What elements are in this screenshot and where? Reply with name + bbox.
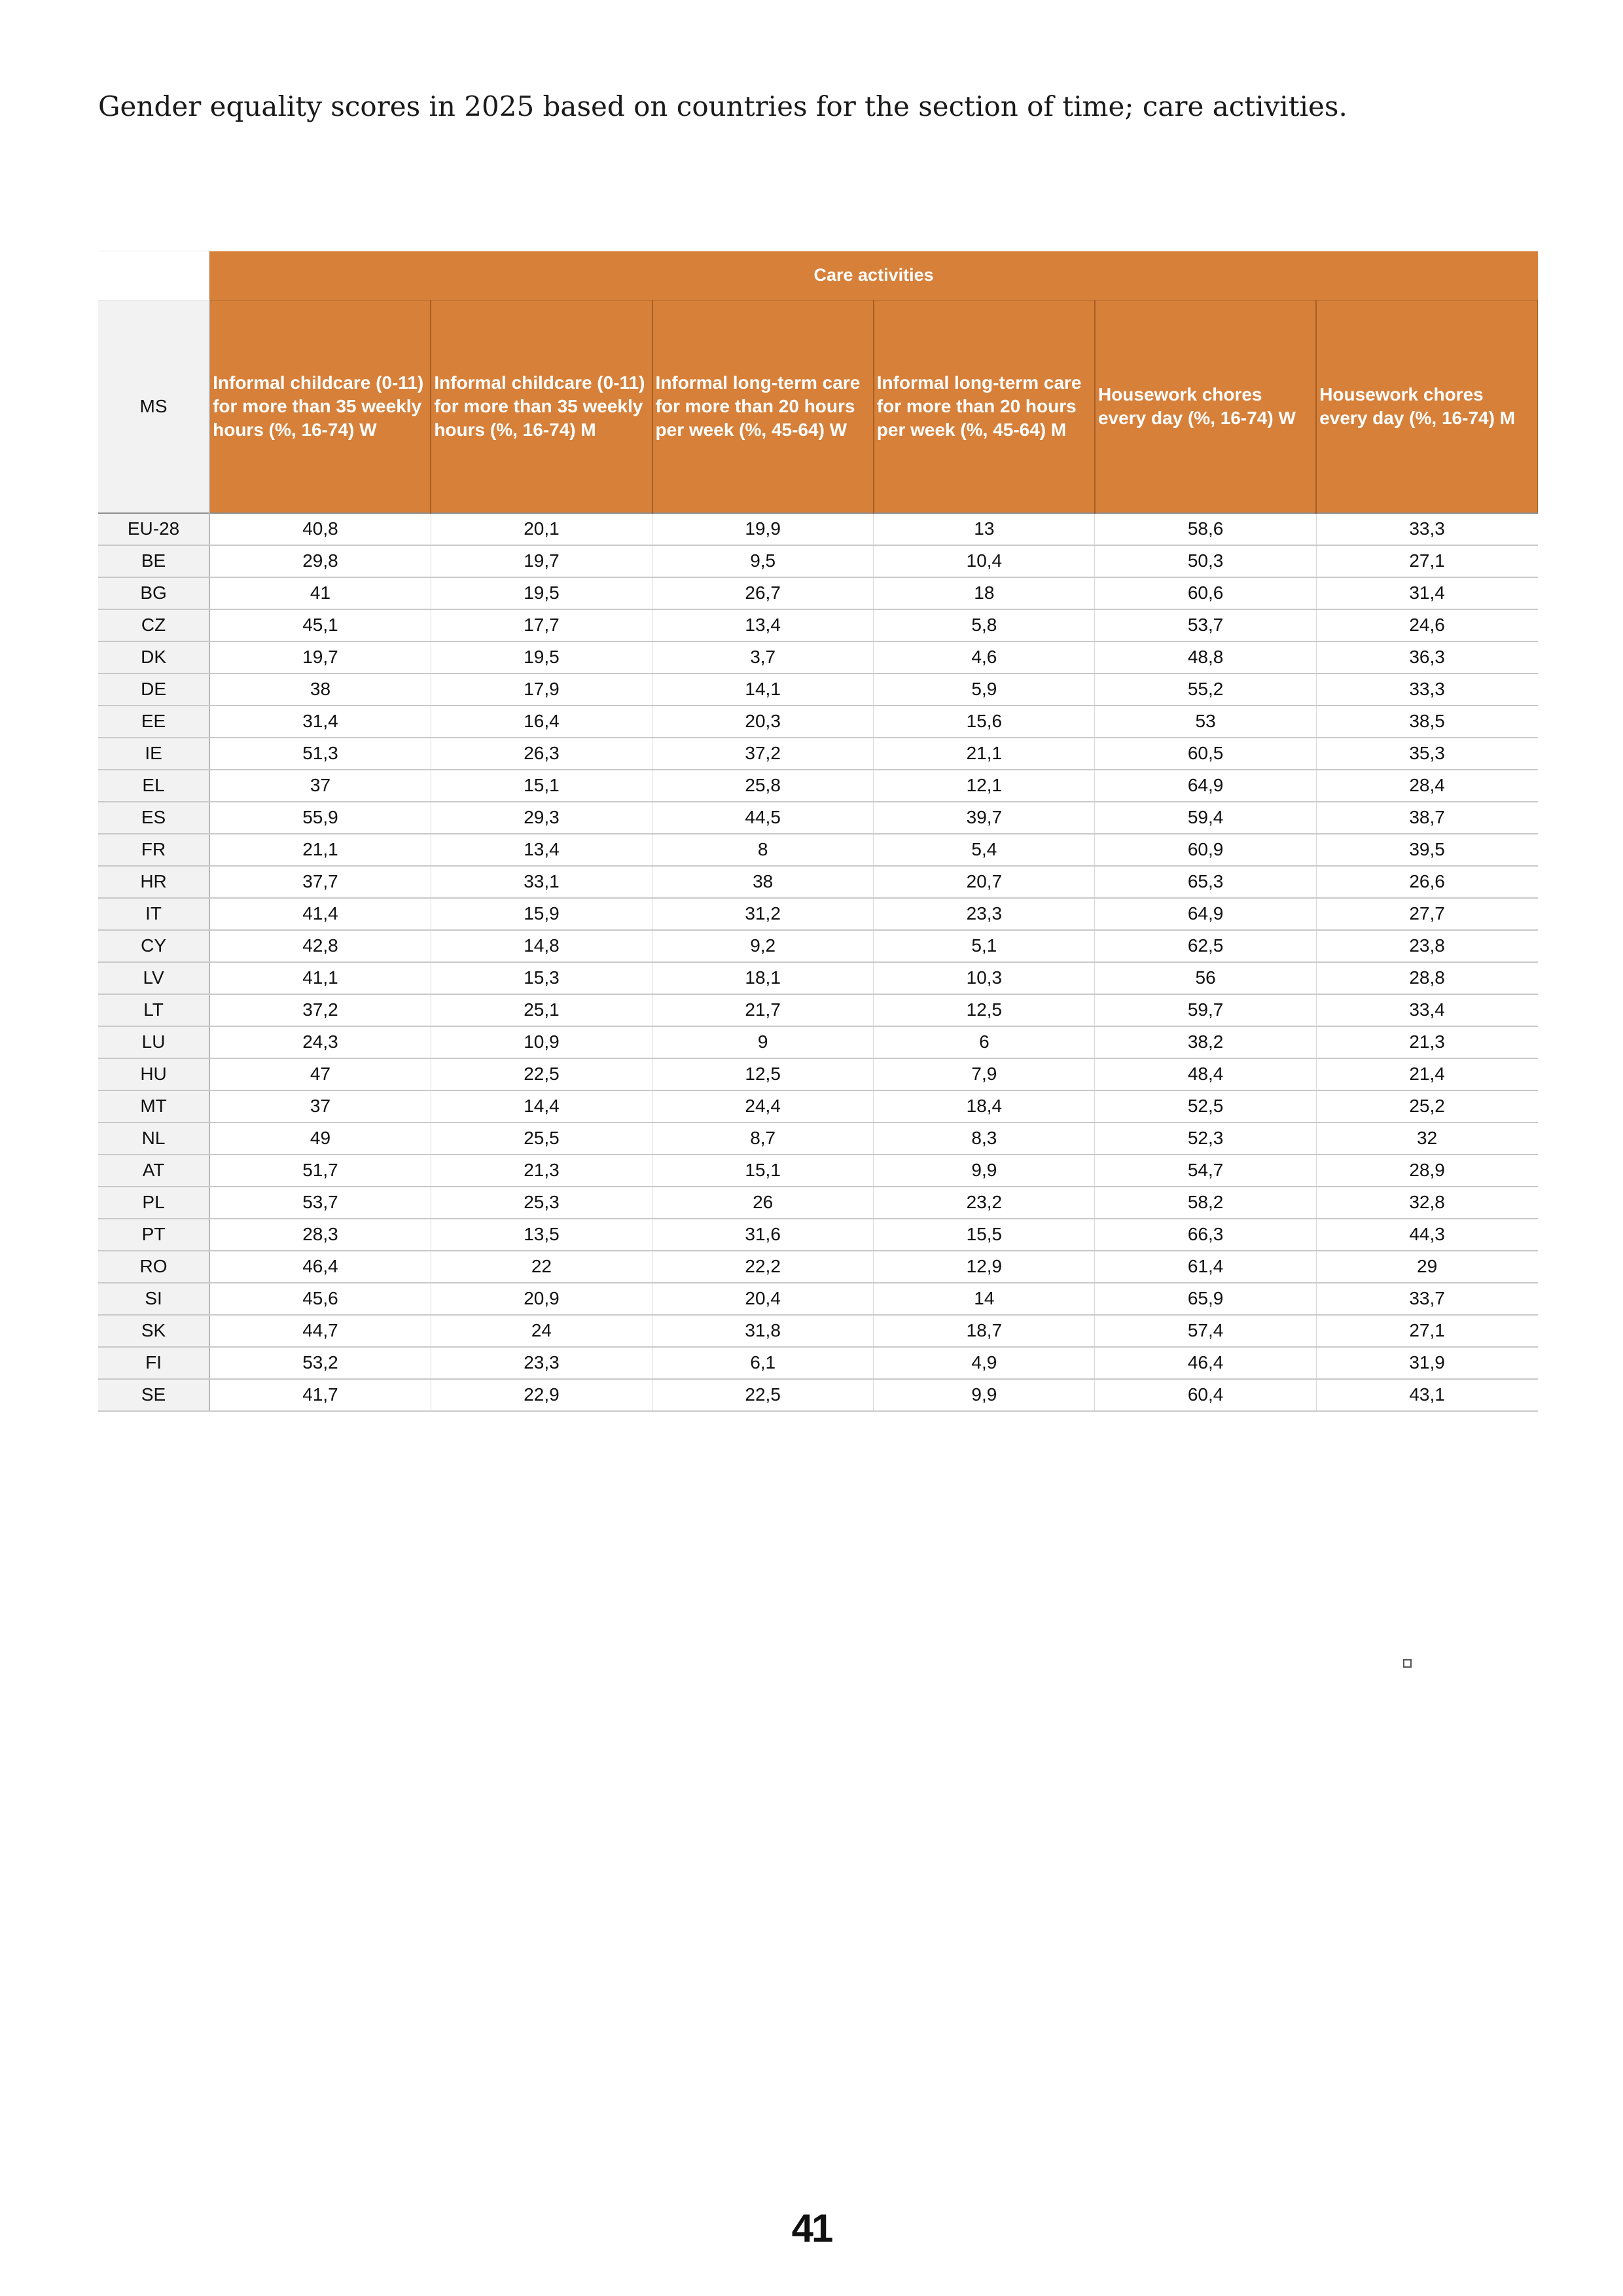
table-row <box>98 1219 1538 1251</box>
value-cell: 31,4 <box>209 706 431 738</box>
value-cell: 16,4 <box>431 706 652 738</box>
ms-cell: SE <box>98 1379 209 1411</box>
value-cell: 3,7 <box>652 641 874 673</box>
value-cell: 37,7 <box>209 866 431 898</box>
table-caption: Gender equality scores in 2025 based on countries for the section of time; care activities. <box>98 90 1347 122</box>
value-cell: 65,3 <box>1095 866 1316 898</box>
value-cell: 38,7 <box>1316 802 1537 834</box>
value-cell: 36,3 <box>1316 641 1537 673</box>
value-cell: 62,5 <box>1095 930 1316 962</box>
value-cell: 31,4 <box>1316 577 1537 609</box>
table-row <box>98 930 1538 962</box>
ms-cell: CZ <box>98 609 209 641</box>
ms-cell: BE <box>98 545 209 577</box>
value-cell: 57,4 <box>1095 1315 1316 1347</box>
table-row <box>98 1283 1538 1315</box>
value-cell: 29,8 <box>209 545 431 577</box>
value-cell: 42,8 <box>209 930 431 962</box>
value-cell: 33,3 <box>1316 673 1537 706</box>
value-cell: 65,9 <box>1095 1283 1316 1315</box>
column-header-longterm-care-men: Informal long-term care for more than 20 hours per week (%, 45-64) M <box>874 300 1095 513</box>
value-cell: 9,9 <box>874 1155 1095 1187</box>
table-row <box>98 1026 1538 1058</box>
group-header-row <box>98 251 1538 300</box>
value-cell: 12,5 <box>874 994 1095 1026</box>
value-cell: 27,1 <box>1316 545 1537 577</box>
value-cell: 9,2 <box>652 930 874 962</box>
value-cell: 19,7 <box>431 545 652 577</box>
table-row <box>98 802 1538 834</box>
ms-cell: IT <box>98 898 209 930</box>
value-cell: 28,8 <box>1316 962 1537 994</box>
ms-cell: DE <box>98 673 209 706</box>
ms-column-header: MS <box>98 300 209 513</box>
table-row <box>98 577 1538 609</box>
value-cell: 41,7 <box>209 1379 431 1411</box>
ms-cell: EE <box>98 706 209 738</box>
value-cell: 59,7 <box>1095 994 1316 1026</box>
value-cell: 53 <box>1095 706 1316 738</box>
value-cell: 60,9 <box>1095 834 1316 866</box>
ms-cell: HU <box>98 1058 209 1090</box>
table-row <box>98 1315 1538 1347</box>
table-body <box>98 513 1538 1411</box>
value-cell: 48,4 <box>1095 1058 1316 1090</box>
value-cell: 15,3 <box>431 962 652 994</box>
value-cell: 50,3 <box>1095 545 1316 577</box>
value-cell: 23,8 <box>1316 930 1537 962</box>
value-cell: 31,6 <box>652 1219 874 1251</box>
value-cell: 9,5 <box>652 545 874 577</box>
value-cell: 20,9 <box>431 1283 652 1315</box>
ms-cell: RO <box>98 1251 209 1283</box>
value-cell: 32,8 <box>1316 1187 1537 1219</box>
value-cell: 12,9 <box>874 1251 1095 1283</box>
value-cell: 22,5 <box>652 1379 874 1411</box>
value-cell: 24 <box>431 1315 652 1347</box>
table-row <box>98 1058 1538 1090</box>
value-cell: 60,6 <box>1095 577 1316 609</box>
value-cell: 37 <box>209 1090 431 1122</box>
value-cell: 18 <box>874 577 1095 609</box>
corner-cell <box>98 251 209 300</box>
value-cell: 19,5 <box>431 641 652 673</box>
table-row <box>98 673 1538 706</box>
value-cell: 17,7 <box>431 609 652 641</box>
value-cell: 22,2 <box>652 1251 874 1283</box>
ms-cell: EU-28 <box>98 513 209 545</box>
value-cell: 53,7 <box>1095 609 1316 641</box>
value-cell: 56 <box>1095 962 1316 994</box>
table-row <box>98 1379 1538 1411</box>
value-cell: 10,3 <box>874 962 1095 994</box>
ms-cell: PL <box>98 1187 209 1219</box>
ms-cell: ES <box>98 802 209 834</box>
value-cell: 60,4 <box>1095 1379 1316 1411</box>
value-cell: 9,9 <box>874 1379 1095 1411</box>
value-cell: 21,1 <box>874 738 1095 770</box>
value-cell: 61,4 <box>1095 1251 1316 1283</box>
value-cell: 39,7 <box>874 802 1095 834</box>
value-cell: 6,1 <box>652 1347 874 1379</box>
value-cell: 51,7 <box>209 1155 431 1187</box>
value-cell: 19,7 <box>209 641 431 673</box>
table-resize-handle[interactable] <box>1403 1659 1412 1668</box>
value-cell: 5,9 <box>874 673 1095 706</box>
value-cell: 51,3 <box>209 738 431 770</box>
value-cell: 40,8 <box>209 513 431 545</box>
value-cell: 25,1 <box>431 994 652 1026</box>
value-cell: 13 <box>874 513 1095 545</box>
group-header: Care activities <box>209 251 1537 300</box>
value-cell: 4,6 <box>874 641 1095 673</box>
value-cell: 45,6 <box>209 1283 431 1315</box>
value-cell: 17,9 <box>431 673 652 706</box>
value-cell: 14,8 <box>431 930 652 962</box>
value-cell: 64,9 <box>1095 770 1316 802</box>
value-cell: 33,7 <box>1316 1283 1537 1315</box>
value-cell: 45,1 <box>209 609 431 641</box>
value-cell: 20,7 <box>874 866 1095 898</box>
ms-cell: BG <box>98 577 209 609</box>
value-cell: 9 <box>652 1026 874 1058</box>
value-cell: 32 <box>1316 1122 1537 1155</box>
value-cell: 53,7 <box>209 1187 431 1219</box>
ms-cell: IE <box>98 738 209 770</box>
value-cell: 15,6 <box>874 706 1095 738</box>
value-cell: 33,1 <box>431 866 652 898</box>
table-row <box>98 545 1538 577</box>
ms-cell: DK <box>98 641 209 673</box>
value-cell: 23,3 <box>431 1347 652 1379</box>
table-row <box>98 609 1538 641</box>
value-cell: 25,8 <box>652 770 874 802</box>
value-cell: 8,3 <box>874 1122 1095 1155</box>
value-cell: 48,8 <box>1095 641 1316 673</box>
table-row <box>98 770 1538 802</box>
value-cell: 20,4 <box>652 1283 874 1315</box>
value-cell: 41,1 <box>209 962 431 994</box>
value-cell: 4,9 <box>874 1347 1095 1379</box>
value-cell: 26,6 <box>1316 866 1537 898</box>
value-cell: 19,9 <box>652 513 874 545</box>
value-cell: 26,7 <box>652 577 874 609</box>
value-cell: 24,6 <box>1316 609 1537 641</box>
value-cell: 33,3 <box>1316 513 1537 545</box>
value-cell: 18,7 <box>874 1315 1095 1347</box>
table-row <box>98 641 1538 673</box>
ms-cell: NL <box>98 1122 209 1155</box>
care-activities-table <box>98 251 1538 1412</box>
value-cell: 33,4 <box>1316 994 1537 1026</box>
table-row <box>98 898 1538 930</box>
value-cell: 58,6 <box>1095 513 1316 545</box>
value-cell: 52,3 <box>1095 1122 1316 1155</box>
value-cell: 64,9 <box>1095 898 1316 930</box>
ms-cell: FI <box>98 1347 209 1379</box>
value-cell: 38 <box>209 673 431 706</box>
value-cell: 21,4 <box>1316 1058 1537 1090</box>
value-cell: 15,9 <box>431 898 652 930</box>
value-cell: 5,1 <box>874 930 1095 962</box>
value-cell: 25,2 <box>1316 1090 1537 1122</box>
value-cell: 13,5 <box>431 1219 652 1251</box>
column-header-row <box>98 300 1538 513</box>
ms-cell: FR <box>98 834 209 866</box>
value-cell: 21,7 <box>652 994 874 1026</box>
ms-cell: SK <box>98 1315 209 1347</box>
table-row <box>98 1090 1538 1122</box>
value-cell: 38,5 <box>1316 706 1537 738</box>
column-header-housework-women: Housework chores every day (%, 16-74) W <box>1095 300 1316 513</box>
ms-cell: CY <box>98 930 209 962</box>
table-row <box>98 1122 1538 1155</box>
value-cell: 52,5 <box>1095 1090 1316 1122</box>
value-cell: 22 <box>431 1251 652 1283</box>
value-cell: 28,3 <box>209 1219 431 1251</box>
value-cell: 24,3 <box>209 1026 431 1058</box>
value-cell: 21,3 <box>431 1155 652 1187</box>
value-cell: 46,4 <box>209 1251 431 1283</box>
value-cell: 20,1 <box>431 513 652 545</box>
table-row <box>98 738 1538 770</box>
value-cell: 18,4 <box>874 1090 1095 1122</box>
value-cell: 15,5 <box>874 1219 1095 1251</box>
value-cell: 25,3 <box>431 1187 652 1219</box>
value-cell: 35,3 <box>1316 738 1537 770</box>
value-cell: 44,5 <box>652 802 874 834</box>
column-header-childcare-women: Informal childcare (0-11) for more than 35 weekly hours (%, 16-74) W <box>209 300 431 513</box>
value-cell: 53,2 <box>209 1347 431 1379</box>
value-cell: 19,5 <box>431 577 652 609</box>
value-cell: 7,9 <box>874 1058 1095 1090</box>
value-cell: 6 <box>874 1026 1095 1058</box>
table-row <box>98 834 1538 866</box>
table-row <box>98 962 1538 994</box>
value-cell: 41,4 <box>209 898 431 930</box>
value-cell: 27,1 <box>1316 1315 1537 1347</box>
value-cell: 59,4 <box>1095 802 1316 834</box>
value-cell: 28,4 <box>1316 770 1537 802</box>
ms-cell: MT <box>98 1090 209 1122</box>
value-cell: 54,7 <box>1095 1155 1316 1187</box>
care-activities-table-container <box>98 251 1538 1412</box>
value-cell: 27,7 <box>1316 898 1537 930</box>
value-cell: 24,4 <box>652 1090 874 1122</box>
value-cell: 47 <box>209 1058 431 1090</box>
ms-cell: SI <box>98 1283 209 1315</box>
value-cell: 31,8 <box>652 1315 874 1347</box>
value-cell: 60,5 <box>1095 738 1316 770</box>
value-cell: 55,9 <box>209 802 431 834</box>
value-cell: 13,4 <box>431 834 652 866</box>
value-cell: 28,9 <box>1316 1155 1537 1187</box>
page-number: 41 <box>791 2206 832 2250</box>
value-cell: 66,3 <box>1095 1219 1316 1251</box>
column-header-longterm-care-women: Informal long-term care for more than 20 hours per week (%, 45-64) W <box>652 300 874 513</box>
value-cell: 41 <box>209 577 431 609</box>
value-cell: 5,4 <box>874 834 1095 866</box>
table-row <box>98 1187 1538 1219</box>
column-header-housework-men: Housework chores every day (%, 16-74) M <box>1316 300 1537 513</box>
ms-cell: EL <box>98 770 209 802</box>
ms-cell: LT <box>98 994 209 1026</box>
value-cell: 55,2 <box>1095 673 1316 706</box>
value-cell: 5,8 <box>874 609 1095 641</box>
value-cell: 23,2 <box>874 1187 1095 1219</box>
value-cell: 14 <box>874 1283 1095 1315</box>
table-row <box>98 706 1538 738</box>
value-cell: 18,1 <box>652 962 874 994</box>
value-cell: 20,3 <box>652 706 874 738</box>
value-cell: 15,1 <box>652 1155 874 1187</box>
ms-cell: PT <box>98 1219 209 1251</box>
value-cell: 12,1 <box>874 770 1095 802</box>
ms-cell: HR <box>98 866 209 898</box>
value-cell: 37,2 <box>652 738 874 770</box>
value-cell: 12,5 <box>652 1058 874 1090</box>
value-cell: 8,7 <box>652 1122 874 1155</box>
value-cell: 25,5 <box>431 1122 652 1155</box>
table-row <box>98 1347 1538 1379</box>
value-cell: 39,5 <box>1316 834 1537 866</box>
value-cell: 49 <box>209 1122 431 1155</box>
table-row <box>98 513 1538 545</box>
value-cell: 26,3 <box>431 738 652 770</box>
value-cell: 10,9 <box>431 1026 652 1058</box>
value-cell: 37 <box>209 770 431 802</box>
value-cell: 31,9 <box>1316 1347 1537 1379</box>
value-cell: 26 <box>652 1187 874 1219</box>
ms-cell: LU <box>98 1026 209 1058</box>
value-cell: 8 <box>652 834 874 866</box>
value-cell: 29 <box>1316 1251 1537 1283</box>
value-cell: 44,7 <box>209 1315 431 1347</box>
table-row <box>98 994 1538 1026</box>
value-cell: 44,3 <box>1316 1219 1537 1251</box>
table-row <box>98 1155 1538 1187</box>
value-cell: 43,1 <box>1316 1379 1537 1411</box>
ms-cell: LV <box>98 962 209 994</box>
value-cell: 13,4 <box>652 609 874 641</box>
value-cell: 46,4 <box>1095 1347 1316 1379</box>
value-cell: 15,1 <box>431 770 652 802</box>
table-row <box>98 1251 1538 1283</box>
value-cell: 31,2 <box>652 898 874 930</box>
value-cell: 38,2 <box>1095 1026 1316 1058</box>
value-cell: 29,3 <box>431 802 652 834</box>
value-cell: 21,3 <box>1316 1026 1537 1058</box>
value-cell: 22,5 <box>431 1058 652 1090</box>
value-cell: 10,4 <box>874 545 1095 577</box>
value-cell: 38 <box>652 866 874 898</box>
ms-cell: AT <box>98 1155 209 1187</box>
value-cell: 21,1 <box>209 834 431 866</box>
value-cell: 14,4 <box>431 1090 652 1122</box>
table-row <box>98 866 1538 898</box>
value-cell: 22,9 <box>431 1379 652 1411</box>
value-cell: 58,2 <box>1095 1187 1316 1219</box>
column-header-childcare-men: Informal childcare (0-11) for more than 35 weekly hours (%, 16-74) M <box>431 300 652 513</box>
value-cell: 37,2 <box>209 994 431 1026</box>
value-cell: 23,3 <box>874 898 1095 930</box>
value-cell: 14,1 <box>652 673 874 706</box>
